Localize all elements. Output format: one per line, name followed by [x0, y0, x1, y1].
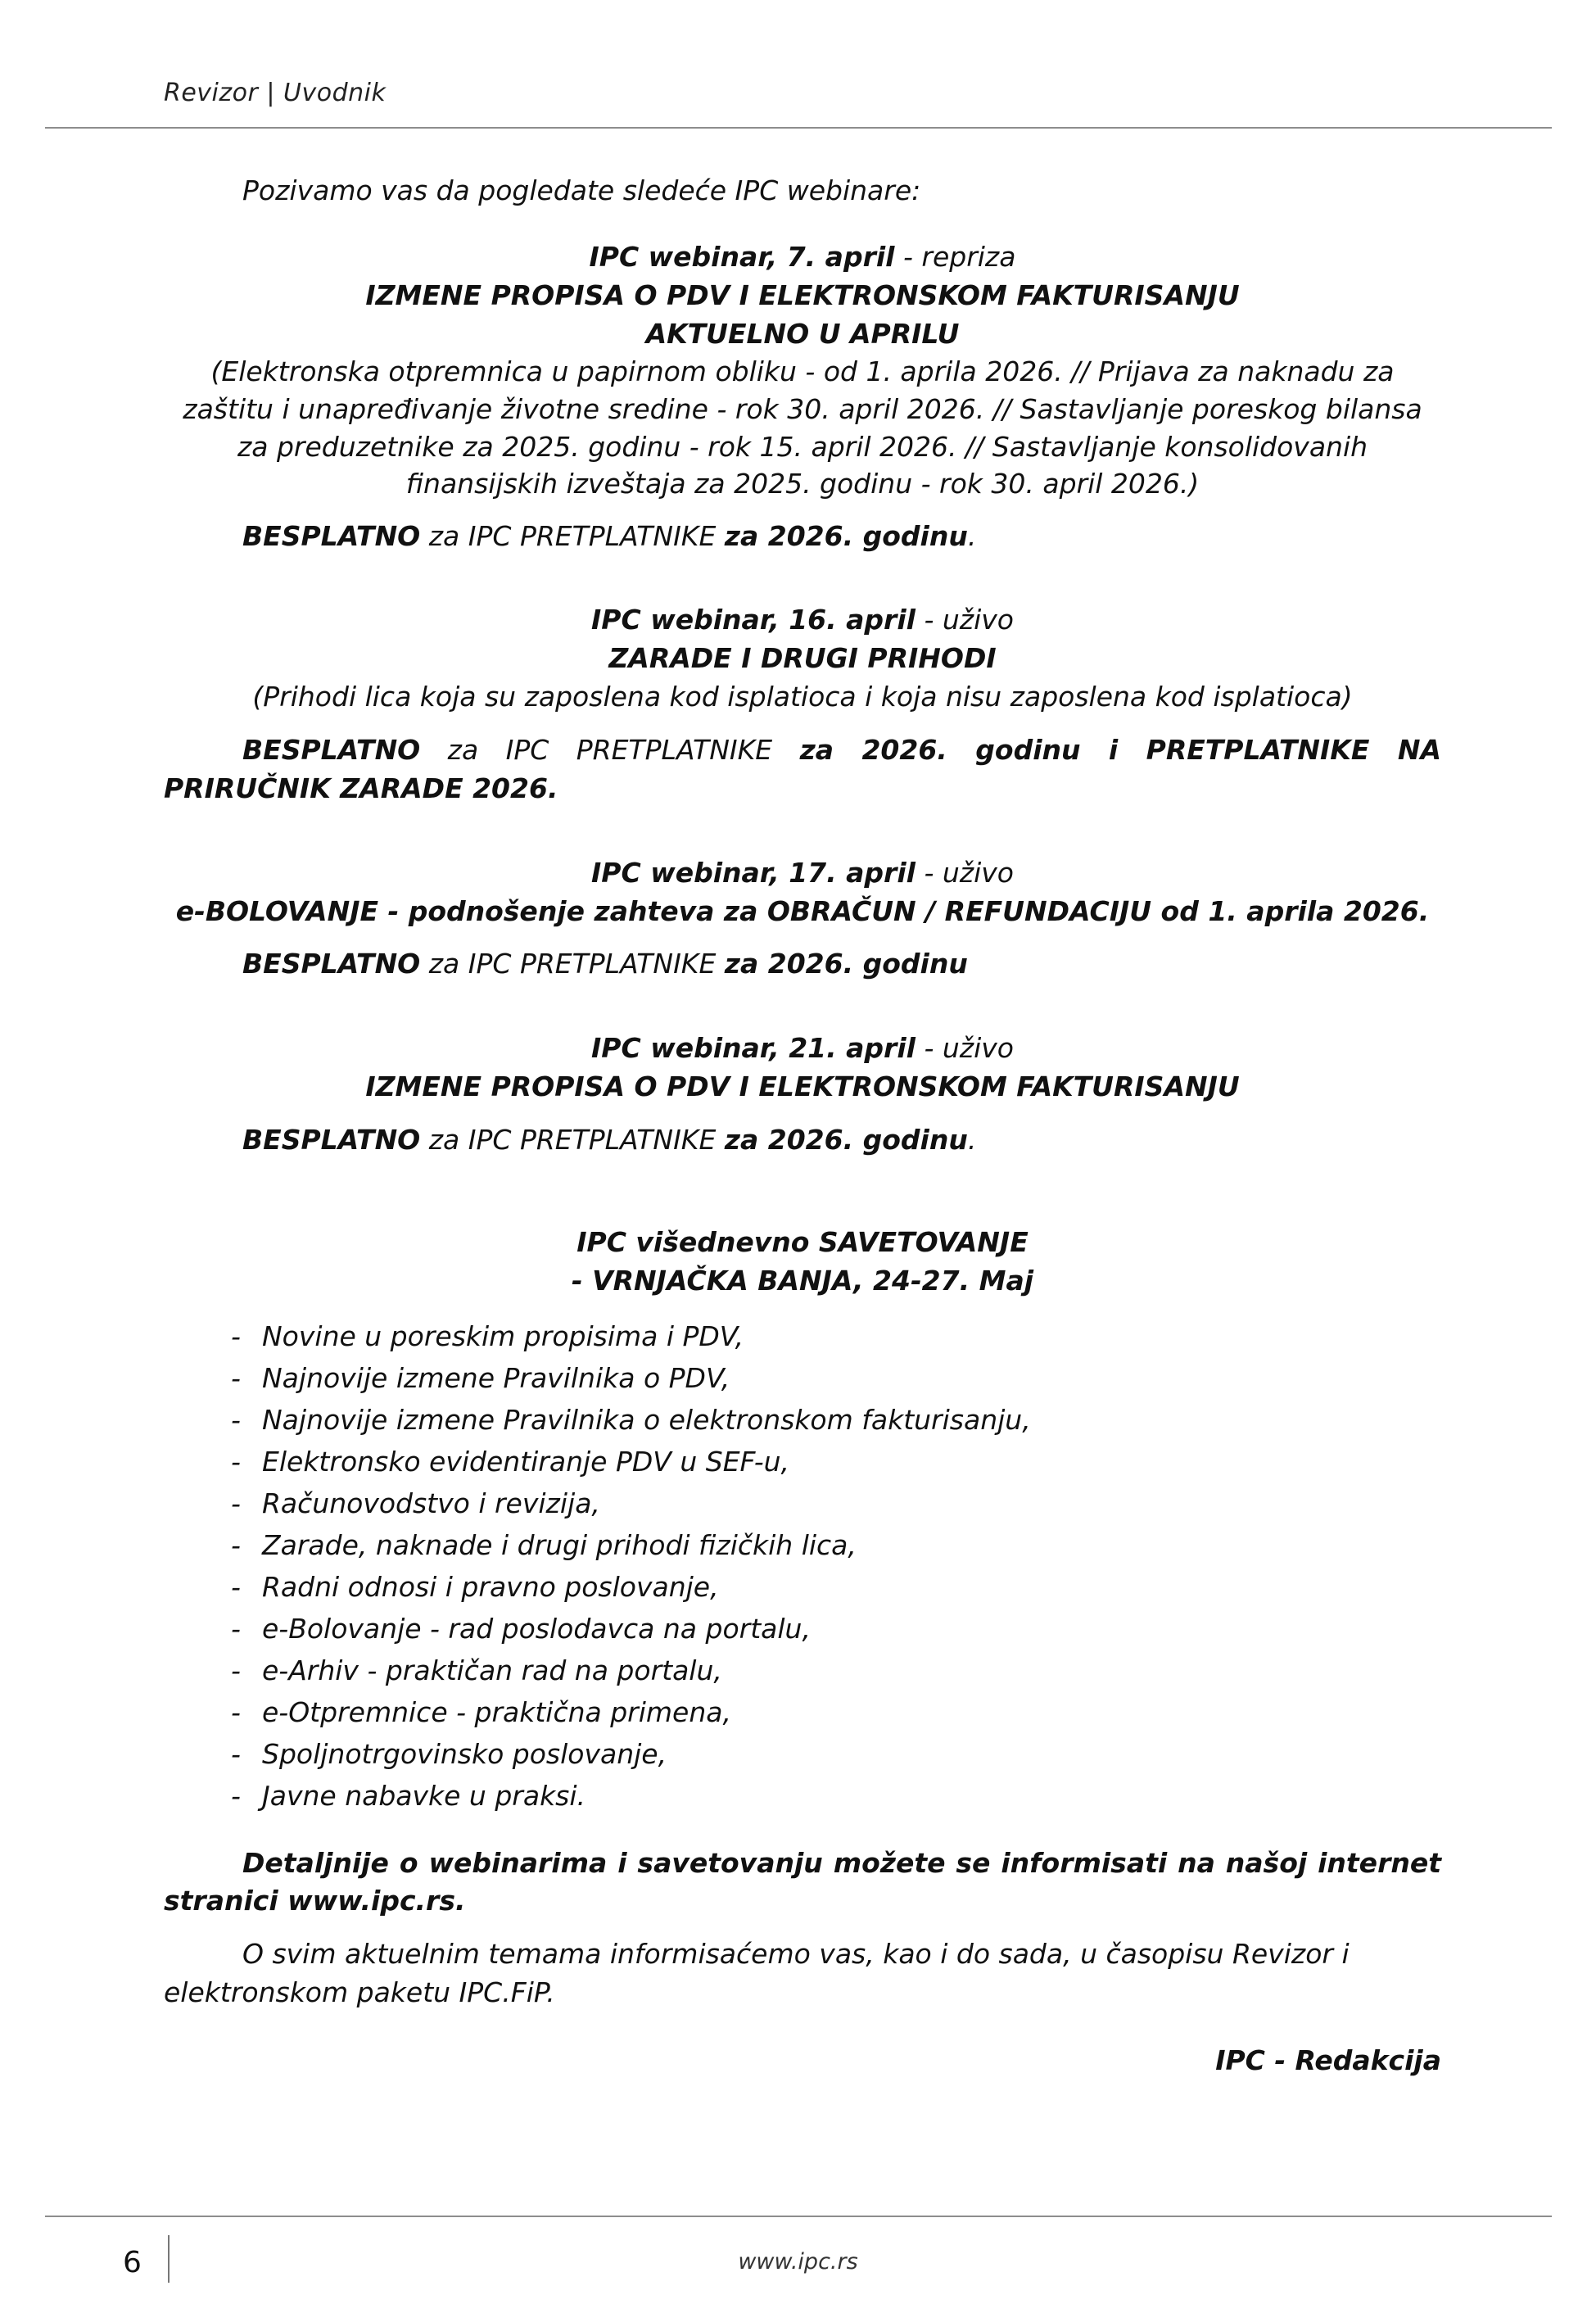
webinar-3-heading: e-BOLOVANJE - podnošenje zahteva za OBRAČUN / REFUNDACIJU od 1. aprila 2026. [175, 894, 1430, 927]
list-item-label: e-Bolovanje - rad poslodavca na portalu, [262, 1612, 811, 1645]
page-number: 6 [123, 2246, 142, 2279]
list-item [231, 1441, 1441, 1482]
list-item-label: Elektronsko evidentiranje PDV u SEF-u, [262, 1445, 790, 1478]
webinar-4-title-rest: - uživo [915, 1032, 1014, 1065]
list-item-label: e-Otpremnice - praktična primena, [262, 1695, 731, 1728]
footer-website: www.ipc.rs [738, 2249, 858, 2274]
webinar-2-title [164, 601, 1441, 640]
webinar-1-title-rest: - repriza [894, 240, 1016, 273]
page-header [164, 79, 1441, 107]
webinar-4-price-mid: za IPC PRETPLATNIKE [420, 1124, 725, 1156]
webinar-3-price-mid: za IPC PRETPLATNIKE [420, 948, 725, 980]
list-item [231, 1691, 1441, 1733]
webinar-1-price-mid: za IPC PRETPLATNIKE [420, 519, 725, 552]
list-item [231, 1482, 1441, 1524]
dash-bullet-icon: - [231, 1445, 241, 1478]
webinar-4-heading: IZMENE PROPISA O PDV I ELEKTRONSKOM FAKTURISANJU [365, 1070, 1240, 1103]
dash-bullet-icon: - [231, 1779, 241, 1812]
dash-bullet-icon: - [231, 1403, 241, 1436]
dash-bullet-icon: - [231, 1487, 241, 1519]
savetovanje-title-line2: - VRNJAČKA BANJA, 24-27. Maj [571, 1264, 1034, 1297]
savetovanje-title-line1: IPC višednevno SAVETOVANJE [576, 1225, 1029, 1258]
dash-bullet-icon: - [231, 1612, 241, 1645]
webinar-2-heading: ZARADE I DRUGI PRIHODI [608, 642, 997, 675]
list-item [231, 1775, 1441, 1817]
list-item-label: e-Arhiv - praktičan rad na portalu, [262, 1654, 722, 1686]
footer-divider-line [45, 2216, 1552, 2217]
webinar-3-price-bold2: za 2026. godinu [724, 948, 968, 980]
webinar-3-title-rest: - uživo [915, 856, 1014, 889]
dash-bullet-icon: - [231, 1654, 241, 1686]
webinar-2-price-mid: za IPC PRETPLATNIKE [420, 734, 800, 766]
breadcrumb: Revizor | Uvodnik [164, 79, 387, 107]
list-item-label: Spoljnotrgovinsko poslovanje, [262, 1737, 667, 1770]
webinar-1-subheading: AKTUELNO U APRILU [645, 317, 960, 350]
list-item [231, 1357, 1441, 1399]
list-item-label: Najnovije izmene Pravilnika o PDV, [262, 1361, 730, 1394]
webinar-4-title [164, 1030, 1441, 1068]
webinar-1-price-end: . [967, 519, 977, 552]
list-item-label: Novine u poreskim propisima i PDV, [262, 1319, 744, 1352]
dash-bullet-icon: - [231, 1528, 241, 1561]
webinar-1-title [164, 238, 1441, 277]
intro-line: Pozivamo vas da pogledate sledeće IPC webinare: [242, 174, 921, 206]
webinar-4-price-end: . [967, 1124, 977, 1156]
list-item [231, 1524, 1441, 1566]
list-item [231, 1315, 1441, 1357]
webinar-block-1 [164, 238, 1441, 556]
list-item-label: Javne nabavke u praksi. [262, 1779, 586, 1812]
webinar-3-price-bold: BESPLATNO [242, 948, 421, 980]
webinar-1-price-bold2: za 2026. godinu [724, 519, 968, 552]
list-item [231, 1650, 1441, 1691]
webinar-4-price [164, 1121, 1441, 1160]
list-item-label: Zarade, naknade i drugi prihodi fizičkih lica, [262, 1528, 857, 1561]
savetovanje-topics-list [164, 1315, 1441, 1817]
webinar-4-title-bold: IPC webinar, 21. april [591, 1032, 916, 1065]
closing-info: Detaljnije o webinarima i savetovanju možete se informisati na našoj internet stranici www.ipc.rs. [164, 1846, 1441, 1917]
webinar-1-description: (Elektronska otpremnica u papirnom obliku - od 1. aprila 2026. // Prijava za naknadu za zaštitu i unapređivanje životne sredine - rok 30. april 2026. // Sastavljanje poreskog bilansa za preduzetnike za 2025. godinu - rok 15. april 2026. // Sastavljanje konsolidovanih finansijskih izveštaja za 2025. godinu - rok 30. april 2026.) [183, 355, 1422, 500]
webinar-3-title-bold: IPC webinar, 17. april [591, 856, 916, 889]
list-item [231, 1733, 1441, 1775]
dash-bullet-icon: - [231, 1737, 241, 1770]
webinar-2-title-bold: IPC webinar, 16. april [591, 604, 916, 636]
list-item-label: Računovodstvo i revizija, [262, 1487, 600, 1519]
webinar-2-description: (Prihodi lica koja su zaposlena kod isplatioca i koja nisu zaposlena kod isplatioca) [252, 681, 1353, 713]
list-item [231, 1608, 1441, 1650]
closing-note: O svim aktuelnim temama informisaćemo vas, kao i do sada, u časopisu Revizor i elektronskom paketu IPC.FiP. [164, 1938, 1350, 2009]
document-body [164, 172, 1441, 2080]
webinar-3-title [164, 854, 1441, 893]
dash-bullet-icon: - [231, 1319, 241, 1352]
webinar-block-3 [164, 854, 1441, 984]
webinar-4-price-bold2: za 2026. godinu [724, 1124, 968, 1156]
webinar-2-price-bold2: za 2026. godinu i PRETPLATNIKE NA PRIRUČNIK ZARADE 2026. [164, 734, 1442, 804]
list-item [231, 1566, 1441, 1608]
list-item [231, 1399, 1441, 1441]
webinar-1-price [164, 518, 1441, 556]
webinar-1-price-bold: BESPLATNO [242, 519, 421, 552]
webinar-2-title-rest: - uživo [915, 604, 1014, 636]
dash-bullet-icon: - [231, 1570, 241, 1603]
webinar-3-price [164, 945, 1441, 984]
dash-bullet-icon: - [231, 1695, 241, 1728]
webinar-4-price-bold: BESPLATNO [242, 1124, 421, 1156]
webinar-1-title-bold: IPC webinar, 7. april [589, 240, 895, 273]
header-divider [45, 127, 1552, 129]
webinar-block-2 [164, 601, 1441, 808]
dash-bullet-icon: - [231, 1361, 241, 1394]
webinar-1-heading: IZMENE PROPISA O PDV I ELEKTRONSKOM FAKTURISANJU [365, 278, 1240, 311]
webinar-2-price-bold: BESPLATNO [242, 734, 421, 766]
list-item-label: Najnovije izmene Pravilnika o elektronskom fakturisanju, [262, 1403, 1031, 1436]
webinar-2-price [164, 731, 1441, 808]
closing-signature: IPC - Redakcija [1215, 2044, 1441, 2077]
webinar-block-4 [164, 1030, 1441, 1160]
list-item-label: Radni odnosi i pravno poslovanje, [262, 1570, 719, 1603]
savetovanje-block [164, 1224, 1441, 1817]
